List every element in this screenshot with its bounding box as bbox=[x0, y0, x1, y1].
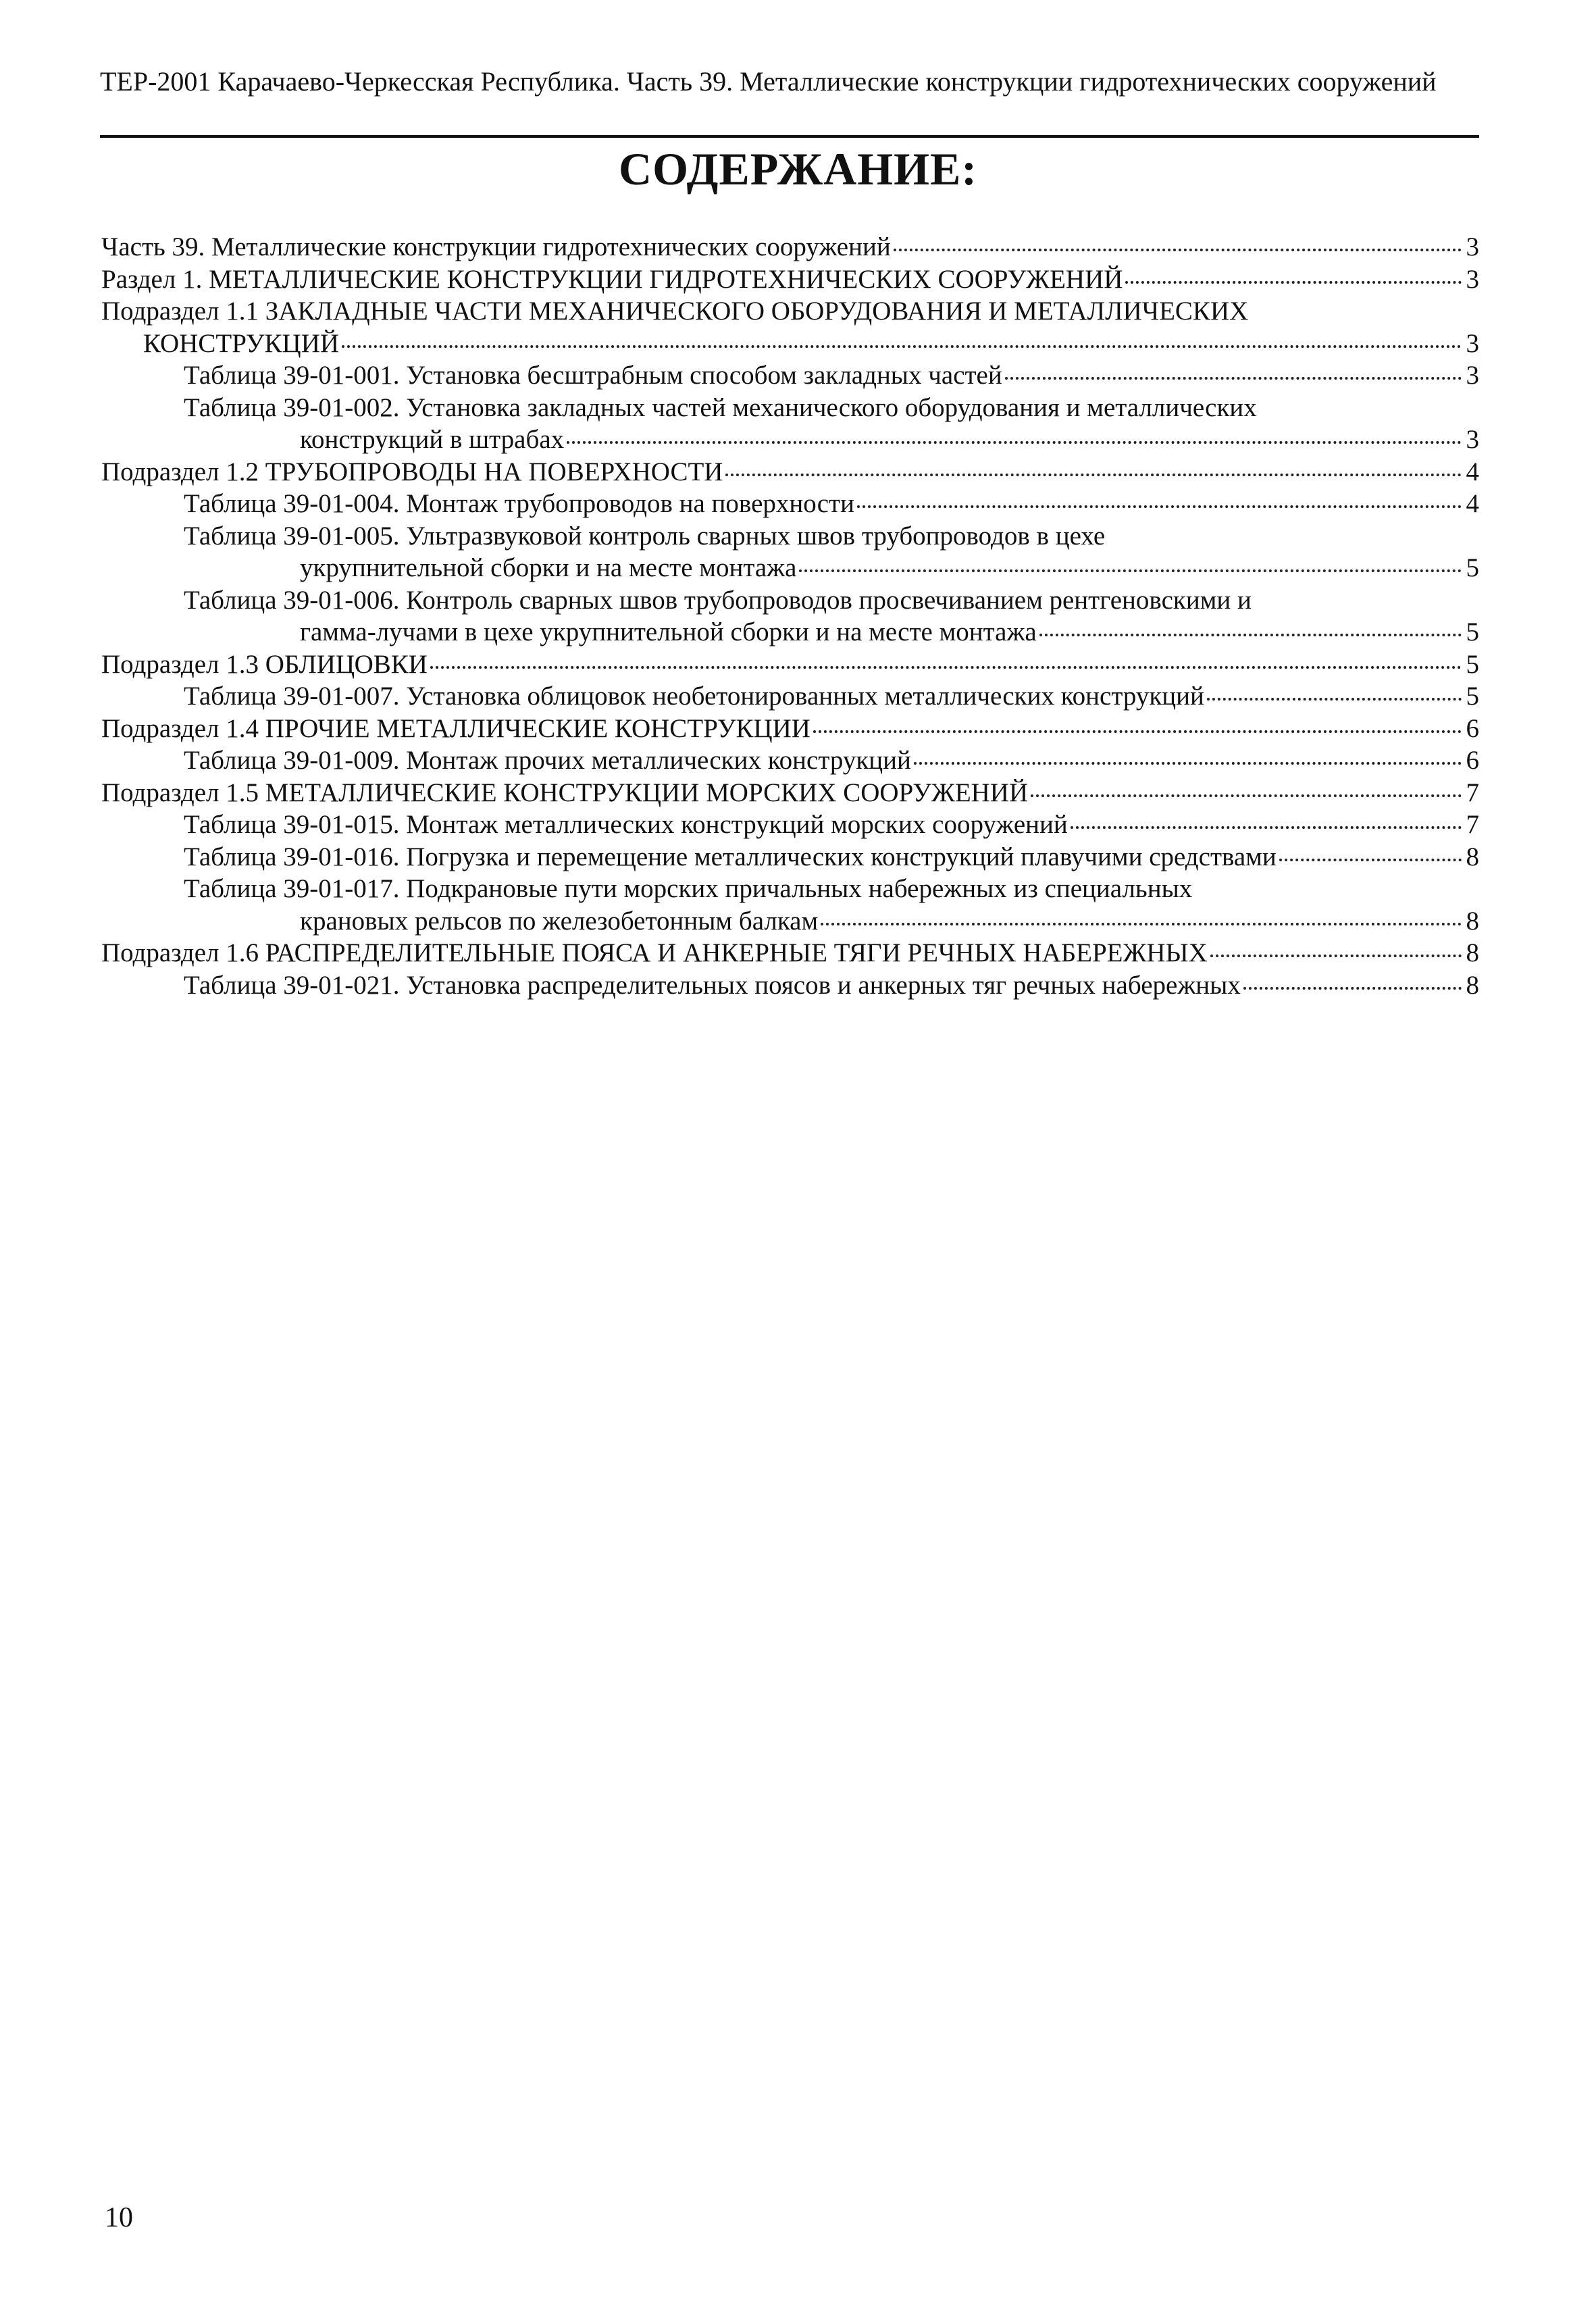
toc-entry-text: Таблица 39-01-001. Установка бесштрабным способом закладных частей bbox=[184, 361, 1002, 390]
toc-entry-text: Таблица 39-01-006. Контроль сварных швов трубопроводов просвечиванием рентгеновскими и bbox=[184, 585, 1252, 615]
toc-entry-text: гамма-лучами в цехе укрупнительной сборки и на месте монтажа bbox=[300, 617, 1037, 646]
dot-leader bbox=[799, 569, 1462, 572]
toc-entry[interactable] bbox=[101, 456, 1479, 488]
toc-entry-text: Подраздел 1.5 МЕТАЛЛИЧЕСКИЕ КОНСТРУКЦИИ МОРСКИХ СООРУЖЕНИЙ bbox=[101, 778, 1029, 807]
toc-entry-text: Подраздел 1.1 ЗАКЛАДНЫЕ ЧАСТИ МЕХАНИЧЕСКОГО ОБОРУДОВАНИЯ И МЕТАЛЛИЧЕСКИХ bbox=[101, 297, 1249, 326]
toc-entry-text: укрупнительной сборки и на месте монтажа bbox=[300, 553, 797, 582]
toc-entry[interactable] bbox=[101, 295, 1479, 359]
toc-page-number: 8 bbox=[1466, 906, 1479, 936]
dot-leader bbox=[821, 923, 1462, 925]
table-of-contents bbox=[0, 231, 1596, 1001]
toc-entry-text: Подраздел 1.3 ОБЛИЦОВКИ bbox=[101, 649, 428, 679]
toc-page-number: 8 bbox=[1466, 970, 1479, 1000]
toc-entry-text: Таблица 39-01-016. Погрузка и перемещение металлических конструкций плавучими средствами bbox=[184, 842, 1277, 871]
toc-entry[interactable] bbox=[101, 777, 1479, 809]
toc-entry[interactable] bbox=[184, 520, 1479, 584]
dot-leader bbox=[567, 441, 1462, 444]
header-divider bbox=[100, 135, 1479, 138]
toc-entry[interactable] bbox=[184, 744, 1479, 777]
toc-page-number: 3 bbox=[1466, 425, 1479, 454]
dot-leader bbox=[1071, 826, 1462, 829]
dot-leader bbox=[1210, 955, 1462, 957]
toc-page-number: 7 bbox=[1466, 810, 1479, 839]
toc-entry[interactable] bbox=[101, 649, 1479, 681]
toc-entry-text: Таблица 39-01-021. Установка распределительных поясов и анкерных тяг речных набережных bbox=[184, 970, 1241, 1000]
toc-page-number: 6 bbox=[1466, 746, 1479, 775]
toc-entry[interactable] bbox=[184, 584, 1479, 649]
toc-page-number: 8 bbox=[1466, 938, 1479, 967]
dot-leader bbox=[430, 666, 1462, 669]
page-title: СОДЕРЖАНИЕ: bbox=[618, 143, 978, 195]
toc-entry[interactable] bbox=[184, 488, 1479, 520]
toc-entry-text: Подраздел 1.4 ПРОЧИЕ МЕТАЛЛИЧЕСКИЕ КОНСТРУКЦИИ bbox=[101, 713, 810, 743]
toc-entry-text: КОНСТРУКЦИЙ bbox=[143, 328, 340, 358]
toc-page-number: 3 bbox=[1466, 361, 1479, 390]
toc-page-number: 5 bbox=[1466, 553, 1479, 582]
dot-leader bbox=[725, 474, 1462, 476]
toc-entry[interactable] bbox=[184, 809, 1479, 841]
running-header: ТЕР-2001 Карачаево-Черкесская Республика. Часть 39. Металлические конструкции гидротехнических сооружений bbox=[100, 66, 1437, 97]
toc-page-number: 3 bbox=[1466, 264, 1479, 294]
toc-entry-text: Таблица 39-01-009. Монтаж прочих металлических конструкций bbox=[184, 746, 911, 775]
dot-leader bbox=[813, 730, 1462, 733]
toc-entry-text: Таблица 39-01-002. Установка закладных частей механического оборудования и металлических bbox=[184, 392, 1257, 422]
toc-entry-text: Таблица 39-01-015. Монтаж металлических конструкций морских сооружений bbox=[184, 810, 1068, 839]
toc-page-number: 6 bbox=[1466, 713, 1479, 743]
toc-entry[interactable] bbox=[184, 841, 1479, 873]
dot-leader bbox=[1207, 698, 1462, 701]
toc-entry[interactable] bbox=[101, 231, 1479, 263]
toc-entry[interactable] bbox=[184, 873, 1479, 937]
dot-leader bbox=[1031, 794, 1462, 797]
toc-entry-text: Часть 39. Металлические конструкции гидротехнических сооружений bbox=[101, 232, 891, 261]
toc-entry-text: крановых рельсов по железобетонным балкам bbox=[300, 906, 819, 936]
page-number: 10 bbox=[105, 2202, 133, 2233]
dot-leader bbox=[1039, 634, 1462, 636]
toc-entry[interactable] bbox=[184, 359, 1479, 392]
toc-page-number: 4 bbox=[1466, 489, 1479, 518]
toc-entry[interactable] bbox=[101, 713, 1479, 745]
toc-page-number: 3 bbox=[1466, 232, 1479, 261]
toc-entry[interactable] bbox=[184, 969, 1479, 1002]
toc-page-number: 5 bbox=[1466, 682, 1479, 711]
dot-leader bbox=[914, 762, 1462, 765]
toc-page-number: 5 bbox=[1466, 649, 1479, 679]
dot-leader bbox=[342, 345, 1462, 348]
toc-page-number: 3 bbox=[1466, 328, 1479, 358]
toc-entry[interactable] bbox=[101, 937, 1479, 969]
toc-entry[interactable] bbox=[184, 392, 1479, 456]
toc-page-number: 5 bbox=[1466, 617, 1479, 646]
dot-leader bbox=[857, 505, 1462, 508]
dot-leader bbox=[1005, 377, 1462, 380]
dot-leader bbox=[894, 249, 1462, 251]
toc-entry[interactable] bbox=[184, 680, 1479, 713]
toc-entry-text: Подраздел 1.2 ТРУБОПРОВОДЫ НА ПОВЕРХНОСТИ bbox=[101, 457, 723, 486]
toc-entry-text: Подраздел 1.6 РАСПРЕДЕЛИТЕЛЬНЫЕ ПОЯСА И АНКЕРНЫЕ ТЯГИ РЕЧНЫХ НАБЕРЕЖНЫХ bbox=[101, 938, 1208, 967]
toc-entry[interactable] bbox=[101, 263, 1479, 296]
toc-entry-text: Таблица 39-01-007. Установка облицовок необетонированных металлических конструкций bbox=[184, 682, 1204, 711]
toc-page-number: 7 bbox=[1466, 778, 1479, 807]
toc-entry-text: Таблица 39-01-017. Подкрановые пути морских причальных набережных из специальных bbox=[184, 874, 1193, 903]
toc-page-number: 4 bbox=[1466, 457, 1479, 486]
dot-leader bbox=[1243, 987, 1462, 990]
dot-leader bbox=[1279, 859, 1462, 861]
dot-leader bbox=[1125, 281, 1462, 284]
toc-entry-text: конструкций в штрабах bbox=[300, 425, 565, 454]
toc-entry-text: Таблица 39-01-004. Монтаж трубопроводов на поверхности bbox=[184, 489, 854, 518]
toc-entry-text: Таблица 39-01-005. Ультразвуковой контроль сварных швов трубопроводов в цехе bbox=[184, 521, 1106, 551]
toc-entry-text: Раздел 1. МЕТАЛЛИЧЕСКИЕ КОНСТРУКЦИИ ГИДРОТЕХНИЧЕСКИХ СООРУЖЕНИЙ bbox=[101, 264, 1123, 294]
toc-page-number: 8 bbox=[1466, 842, 1479, 871]
